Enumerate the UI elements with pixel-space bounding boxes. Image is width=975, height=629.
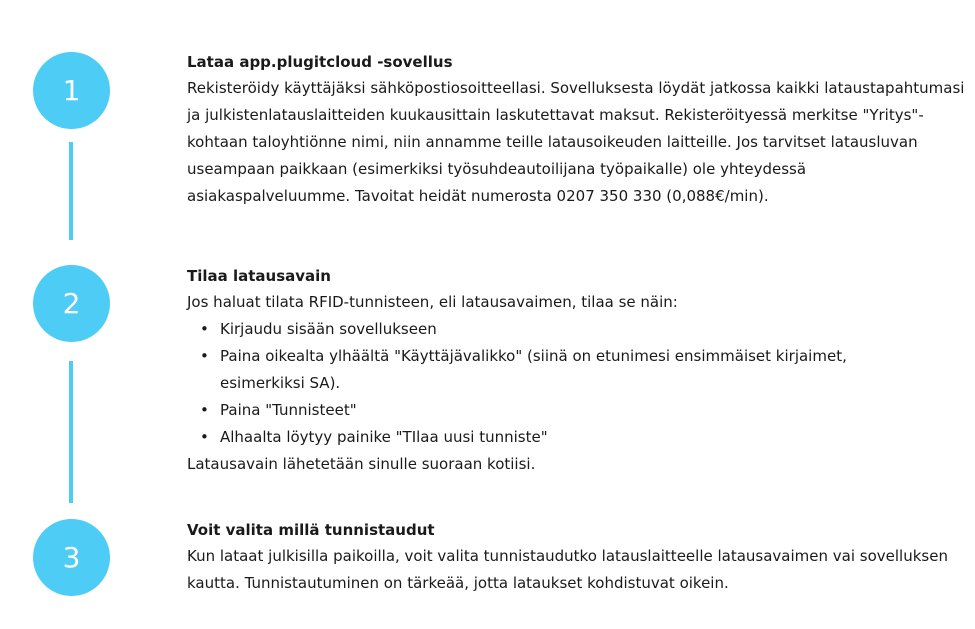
- step-2-number: 2: [62, 287, 81, 320]
- step-1-content: [187, 51, 967, 210]
- step-2-bullet-2: • Paina oikealta ylhäältä "Käyttäjävalikko" (siinä on etunimesi ensimmäiset kirjaimet, esimerkiksi SA).: [187, 343, 967, 397]
- step-2-bullet-4: • Alhaalta löytyy painike "TIlaa uusi tunniste": [187, 424, 967, 451]
- step-1-paragraph: Rekisteröidy käyttäjäksi sähköpostiosoitteellasi. Sovelluksesta löydät jatkossa kaikki lataustapahtumasi ja julkistenlatauslaitteiden kuukausittain laskutettavat maksut. Rekisteröityessä merkitse "Yritys"-kohtaan taloyhtiönne nimi, niin annamme teille latausoikeuden laitteille. Jos tarvitset latausluvan useampaan paikkaan (esimerkiksi työsuhdeautoilijana työpaikalle) ole yhteydessä asiakaspalveluumme. Tavoitat heidät numerosta 0207 350 330 (0,088€/min).: [187, 79, 965, 205]
- step-2-title: Tilaa latausavain: [187, 267, 331, 285]
- step-2-intro: Jos haluat tilata RFID-tunnisteen, eli latausavaimen, tilaa se näin:: [187, 293, 678, 311]
- step-connector-line-1: [69, 142, 73, 240]
- step-3-content: [187, 519, 967, 597]
- step-connector-line-2: [69, 361, 73, 503]
- step-2-bullet-3: • Paina "Tunnisteet": [187, 397, 967, 424]
- step-3-number: 3: [62, 541, 81, 574]
- step-1-circle: [33, 52, 110, 129]
- step-2-bullet-1: • Kirjaudu sisään sovellukseen: [187, 316, 967, 343]
- step-3-circle: [33, 519, 110, 596]
- step-1-number: 1: [62, 74, 81, 107]
- step-3-title: Voit valita millä tunnistaudut: [187, 521, 435, 539]
- step-2-outro: Latausavain lähetetään sinulle suoraan kotiisi.: [187, 455, 536, 473]
- step-3-paragraph: Kun lataat julkisilla paikoilla, voit valita tunnistaudutko latauslaitteelle latausavaimen vai sovelluksen kautta. Tunnistautuminen on tärkeää, jotta lataukset kohdistuvat oikein.: [187, 547, 948, 592]
- step-2-content: [187, 265, 967, 478]
- step-2-circle: [33, 265, 110, 342]
- step-2-bullet-list: [187, 316, 967, 451]
- step-1-title: Lataa app.plugitcloud -sovellus: [187, 53, 453, 71]
